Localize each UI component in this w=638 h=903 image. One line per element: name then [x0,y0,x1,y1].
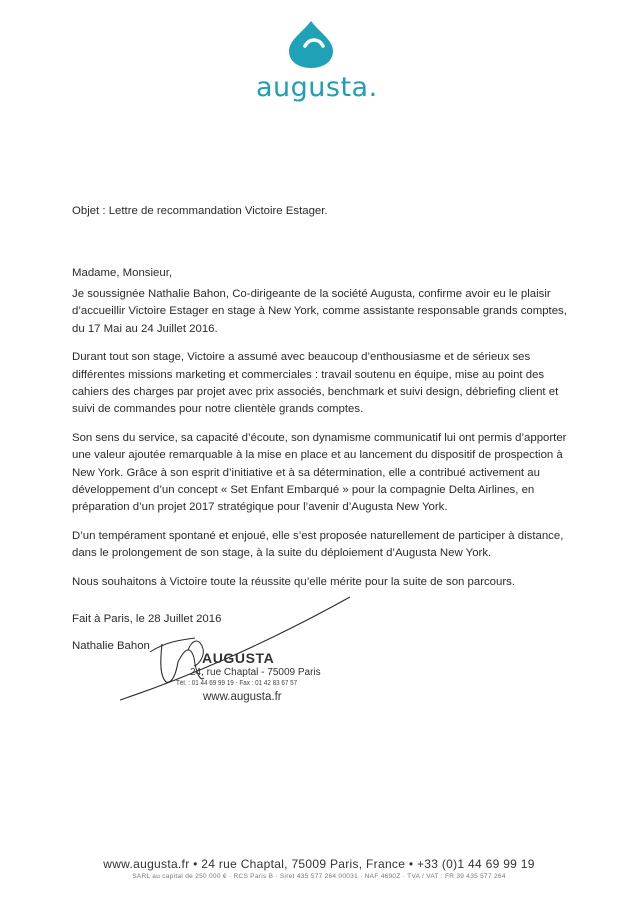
letter-salutation: Madame, Monsieur, [72,267,173,279]
water-drop-icon [285,18,337,70]
letter-body [72,286,572,602]
logo-wordmark: augusta. [256,72,378,103]
body-paragraph: Durant tout son stage, Victoire a assumé avec beaucoup d’enthousiasme et de sérieux ses différentes missions marketing et commerciales : travail soutenu en équipe, mise au point des cahiers des charges par projet avec prix associés, benchmark et suivi design, débriefing client et suivi de commandes pour notre clientèle grands comptes. [72,351,559,416]
place-date: Fait à Paris, le 28 Juillet 2016 [72,613,222,625]
stamp-company-name: AUGUSTA [202,650,275,666]
signer-name: Nathalie Bahon [72,640,150,652]
company-logo [256,18,378,110]
body-paragraph: D’un tempérament spontané et enjoué, elle s’est proposée naturellement de participer à distance, dans le prolongement de son stage, à la suite du déploiement d’Augusta New York. [72,529,564,560]
stamp-phone: Tél. : 01 44 69 99 19 - Fax : 01 42 83 67 57 [176,680,298,687]
body-paragraph: Nous souhaitons à Victoire toute la réussite qu’elle mérite pour la suite de son parcours. [72,575,516,588]
footer-contact: www.augusta.fr • 24 rue Chaptal, 75009 Paris, France • +33 (0)1 44 69 99 19 [103,857,535,871]
stamp-address: 24, rue Chaptal - 75009 Paris [190,667,321,678]
letter-subject: Objet : Lettre de recommandation Victoire Estager. [72,205,328,217]
stamp-website: www.augusta.fr [203,691,282,703]
body-paragraph: Je soussignée Nathalie Bahon, Co-dirigeante de la société Augusta, confirme avoir eu le plaisir d’accueillir Victoire Estager en stage à New York, comme assistante responsable grands comptes, du 17 Mai au 24 Juillet 2016. [72,288,567,335]
body-paragraph: Son sens du service, sa capacité d’écoute, son dynamisme communicatif lui ont permis d’apporter une valeur ajoutée remarquable à la mise en place et au lancement du dispositif de prospection à New York. Grâce à son esprit d’initiative et à sa détermination, elle a contribué activement au développement d’un concept « Set Enfant Embarqué » pour la compagnie Delta Airlines, en préparation d’un projet 2017 stratégique pour l’avenir d’Augusta New York. [72,431,567,514]
footer-legal: SARL au capital de 250 000 € · RCS Paris B · Siret 435 577 264 00031 · NAF 4690Z · TVA / VAT : FR 39 435 577 264 [132,873,506,880]
